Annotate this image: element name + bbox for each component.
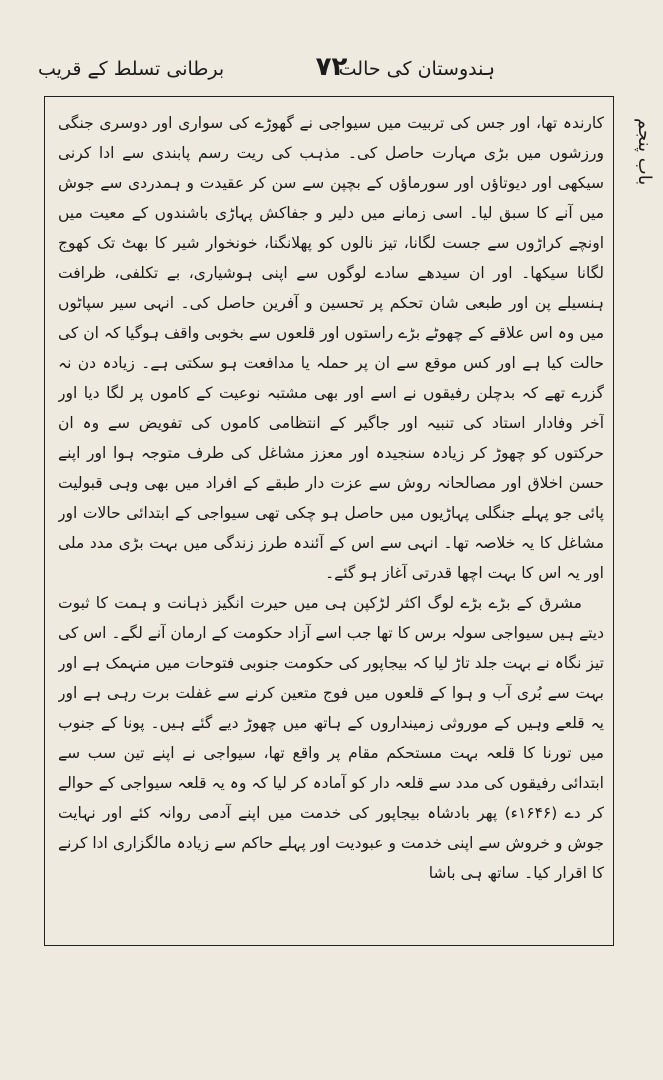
paragraph: کارندہ تھا، اور جس کی تربیت میں سیواجی نے گھوڑے کی سواری اور دوسری جنگی ورزشوں میں بڑی مہارت حاصل کی۔ مذہب کی ریت رسم پابندی سے ادا کرنی سیکھی اور دیوتاؤں اور سورماؤں کے بچپن سے سن کر عقیدت و ہمدردی سے جوش میں آنے کا سبق لیا۔ اسی زمانے میں دلیر و جفاکش پہاڑی باشندوں کے معیت میں اونچے کراڑوں سے جست لگانا، تیز نالوں کو پھلانگنا، خونخوار شیر کا بھٹ تک کھوج لگانا سیکھا۔ اور ان سیدھے سادے لوگوں سے اپنی ہوشیاری، بے تکلفی، ظرافت ہنسیلے پن اور طبعی شان تحکم پر تحسین و آفرین حاصل کی۔ انہی سیر سپاٹوں میں وہ اس علاقے کے چھوٹے بڑے راستوں اور قلعوں سے بخوبی واقف ہوگیا کہ ان کی حالت کیا ہے اور کس موقع سے ان پر حملہ یا مدافعت ہو سکتی ہے۔ زیادہ دن نہ گزرے تھے کہ بدچلن رفیقوں نے اسے اور بھی مشتبہ نوعیت کے کاموں پر لگا دیا اور آخر وفادار استاد کی تنبیہ اور جاگیر کے انتظامی کاموں کی تفویض سے وہ ان حرکتوں کو چھوڑ کر زیادہ سنجیدہ اور معزز مشاغل کی طرف متوجہ ہوا اور اپنے حسن اخلاق اور مصالحانہ روش سے عزت دار طبقے کے افراد میں بھی وہی قبولیت پائی جو پہلے جنگلی پہاڑیوں میں حاصل ہو چکی تھی سیواجی کے ابتدائی حالات اور مشاغل کا یہ خلاصہ تھا۔ انہی سے اس کے آئندہ طرز زندگی میں بہت بڑی مدد ملی اور یہ اس کا بہت اچھا قدرتی آغاز ہو گئے۔ xyxy=(58,114,604,582)
paragraph: مشرق کے بڑے بڑے لوگ اکثر لڑکپن ہی میں حیرت انگیز ذہانت و ہمت کا ثبوت دیتے ہیں سیواجی سولہ برس کا تھا جب اسے آزاد حکومت کے ارمان آنے لگے۔ اس کی تیز نگاہ نے بہت جلد تاڑ لیا کہ بیجاپور کی حکومت جنوبی فتوحات میں منہمک ہے اور بہت سے بُری آب و ہوا کے قلعوں میں فوج متعین کرنے سے غفلت برت رہی ہے اور یہ قلعے وہیں کے موروثی زمینداروں کے ہاتھ میں چھوڑ دیے گئے ہیں۔ پونا کے جنوب میں تورنا کا قلعہ بہت مستحکم مقام پر واقع تھا، سیواجی نے اپنے تین سب سے ابتدائی رفیقوں کی مدد سے قلعہ دار کو آمادہ کر لیا کہ وہ یہ قلعہ سیواجی کے حوالے کر دے (۱۶۴۶ء) پھر بادشاہ بیجاپور کی خدمت میں اپنے آدمی روانہ کئے اور نہایت جوش و خروش سے اپنی خدمت و عبودیت اور پہلے حاکم سے زیادہ مالگزاری ادا کرنے کا اقرار کیا۔ ساتھ ہی باشا xyxy=(58,594,604,882)
running-title-right: ہندوستان کی حالت xyxy=(338,58,495,80)
running-title-left: برطانی تسلط کے قریب xyxy=(38,58,225,80)
chapter-side-label: باب پنجم xyxy=(634,118,655,186)
body-text xyxy=(58,108,604,938)
page-header xyxy=(18,52,645,92)
page-number: ۷۲ xyxy=(315,52,348,82)
